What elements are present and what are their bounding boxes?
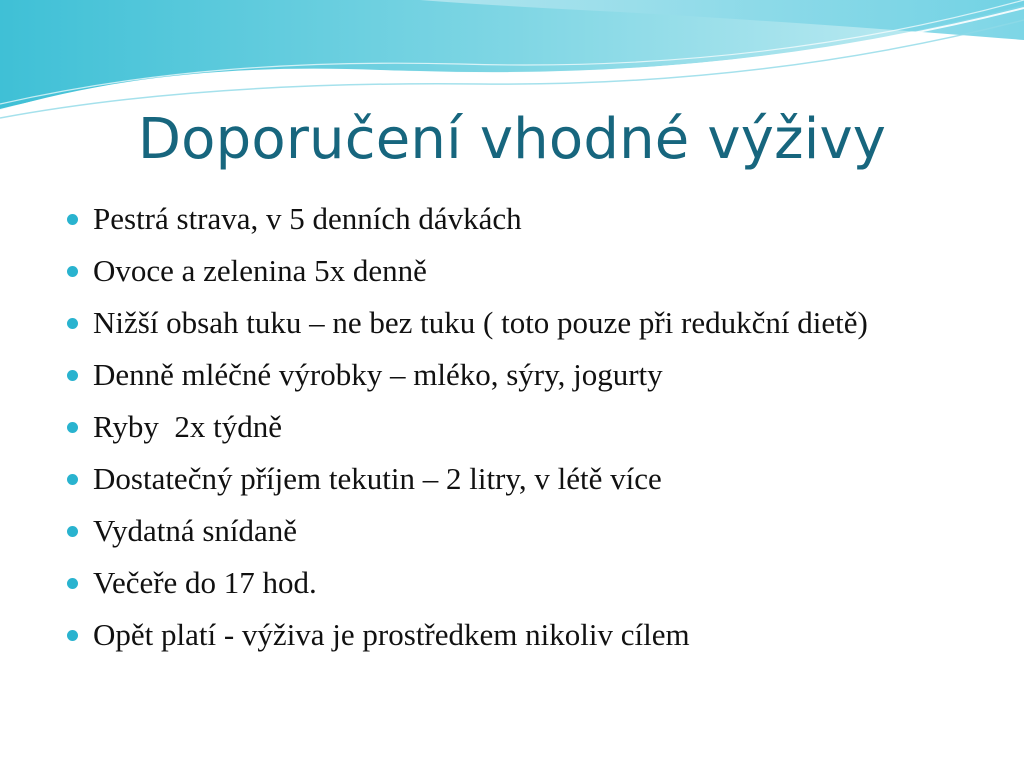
list-item (62, 356, 962, 394)
list-item-text: Nižší obsah tuku – ne bez tuku ( toto pouze při redukční dietě) (93, 305, 868, 340)
bullet-icon (67, 630, 78, 641)
bullet-list (62, 200, 962, 668)
list-item (62, 564, 962, 602)
list-item (62, 200, 962, 238)
bullet-icon (67, 266, 78, 277)
list-item-text: Dostatečný příjem tekutin – 2 litry, v létě více (93, 461, 662, 496)
list-item-text: Ryby 2x týdně (93, 409, 283, 444)
bullet-icon (67, 370, 78, 381)
list-item (62, 408, 962, 446)
list-item (62, 616, 962, 654)
list-item-text: Opět platí - výživa je prostředkem nikoliv cílem (93, 617, 690, 652)
bullet-icon (67, 578, 78, 589)
list-item (62, 304, 962, 342)
bullet-icon (67, 526, 78, 537)
bullet-icon (67, 474, 78, 485)
list-item-text: Pestrá strava, v 5 denních dávkách (93, 201, 522, 236)
bullet-icon (67, 422, 78, 433)
list-item (62, 512, 962, 550)
bullet-icon (67, 214, 78, 225)
slide-title: Doporučení vhodné výživy (137, 107, 887, 172)
list-item-text: Ovoce a zelenina 5x denně (93, 253, 427, 288)
list-item (62, 460, 962, 498)
bullet-icon (67, 318, 78, 329)
list-item (62, 252, 962, 290)
list-item-text: Vydatná snídaně (93, 513, 298, 548)
list-item-text: Večeře do 17 hod. (93, 565, 317, 600)
list-item-text: Denně mléčné výrobky – mléko, sýry, jogurty (93, 357, 663, 392)
